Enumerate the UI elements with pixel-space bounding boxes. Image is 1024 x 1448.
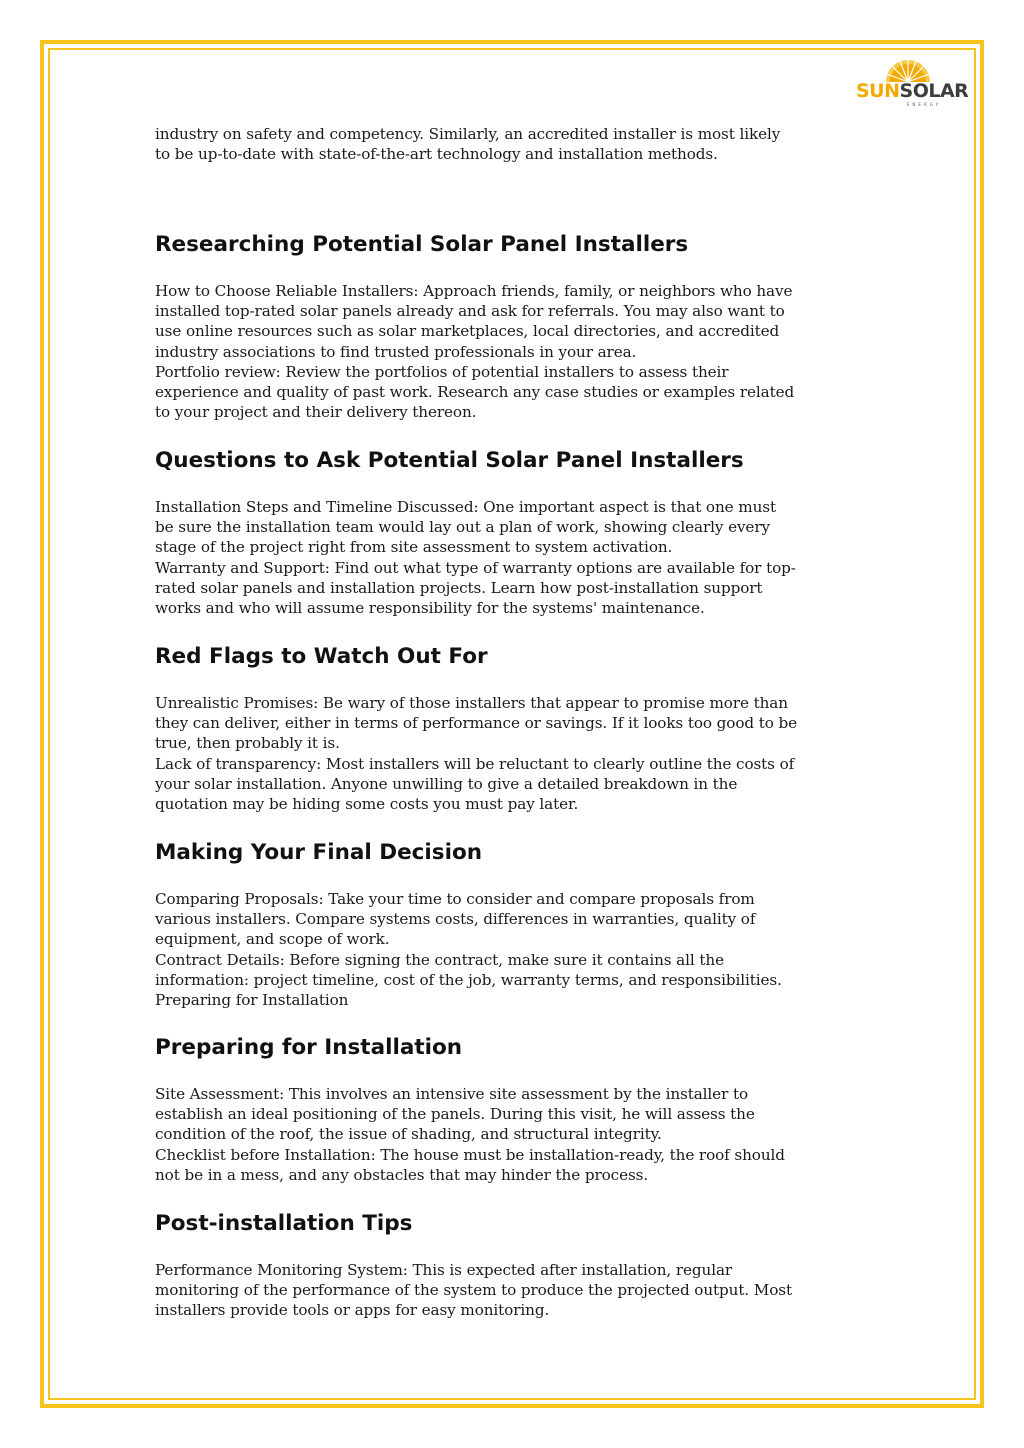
text-line: Checklist before Installation: The house must be installation-ready, the roof should xyxy=(155,1145,785,1164)
text-line: Warranty and Support: Find out what type of warranty options are available for top- xyxy=(155,558,796,577)
text-line: establish an ideal positioning of the panels. During this visit, he will assess the xyxy=(155,1105,755,1124)
text-line: they can deliver, either in terms of performance or savings. If it looks too good to be xyxy=(155,714,798,733)
text-line: experience and quality of past work. Research any case studies or examples related xyxy=(155,383,795,402)
text-line: various installers. Compare systems costs, differences in warranties, quality of xyxy=(155,910,756,929)
text-line: industry on safety and competency. Similarly, an accredited installer is most likely xyxy=(155,125,781,143)
text-line: works and who will assume responsibility for the systems' maintenance. xyxy=(155,599,705,618)
text-line: installed top-rated solar panels already and ask for referrals. You may also want to xyxy=(155,302,785,321)
section-heading: Post-installation Tips xyxy=(155,1211,413,1236)
text-line: installers provide tools or apps for easy monitoring. xyxy=(155,1301,550,1320)
text-line: be sure the installation team would lay out a plan of work, showing clearly every xyxy=(155,518,770,537)
section-paragraph xyxy=(155,497,870,618)
text-line: How to Choose Reliable Installers: Approach friends, family, or neighbors who have xyxy=(155,282,793,300)
text-line: not be in a mess, and any obstacles that may hinder the process. xyxy=(155,1165,649,1184)
text-line: Unrealistic Promises: Be wary of those installers that appear to promise more than xyxy=(155,694,788,712)
text-line: your solar installation. Anyone unwilling to give a detailed breakdown in the xyxy=(155,774,738,793)
section-heading: Questions to Ask Potential Solar Panel Installers xyxy=(155,448,744,473)
text-line: information: project timeline, cost of the job, warranty terms, and responsibilities. xyxy=(155,970,782,989)
text-line: Performance Monitoring System: This is expected after installation, regular xyxy=(155,1261,733,1279)
text-line: Lack of transparency: Most installers will be reluctant to clearly outline the costs of xyxy=(155,754,795,773)
section-heading: Red Flags to Watch Out For xyxy=(155,644,488,669)
sunsolar-logo xyxy=(856,52,969,112)
logo-subtitle: ENERGY xyxy=(906,102,942,107)
text-line: monitoring of the performance of the system to produce the projected output. Most xyxy=(155,1281,792,1300)
text-line: stage of the project right from site assessment to system activation. xyxy=(155,538,673,557)
section-paragraph xyxy=(155,889,870,1010)
text-line: Installation Steps and Timeline Discussed: One important aspect is that one must xyxy=(155,498,776,516)
text-line: to be up-to-date with state-of-the-art technology and installation methods. xyxy=(155,145,718,164)
section-paragraph xyxy=(155,693,870,814)
text-line: rated solar panels and installation projects. Learn how post-installation support xyxy=(155,578,763,597)
logo-wordmark: SUNSOLAR xyxy=(856,80,969,102)
text-line: to your project and their delivery thereon. xyxy=(155,403,477,422)
text-line: condition of the roof, the issue of shading, and structural integrity. xyxy=(155,1125,662,1144)
text-line: Preparing for Installation xyxy=(155,991,349,1010)
text-line: Portfolio review: Review the portfolios of potential installers to assess their xyxy=(155,362,729,381)
section-red-flags xyxy=(155,644,870,814)
section-researching xyxy=(155,232,870,422)
text-line: true, then probably it is. xyxy=(155,734,340,753)
text-line: quotation may be hiding some costs you must pay later. xyxy=(155,795,579,814)
intro-paragraph xyxy=(155,124,870,164)
section-heading: Researching Potential Solar Panel Installers xyxy=(155,232,689,257)
section-questions xyxy=(155,448,870,618)
text-line: industry associations to find trusted professionals in your area. xyxy=(155,342,637,361)
text-line: Comparing Proposals: Take your time to consider and compare proposals from xyxy=(155,890,755,908)
section-heading: Making Your Final Decision xyxy=(155,840,483,865)
section-final-decision xyxy=(155,840,870,1010)
section-preparing xyxy=(155,1035,870,1185)
text-line: use online resources such as solar marketplaces, local directories, and accredited xyxy=(155,322,780,341)
text-line: Contract Details: Before signing the contract, make sure it contains all the xyxy=(155,950,724,969)
text-line: equipment, and scope of work. xyxy=(155,930,390,949)
section-paragraph xyxy=(155,1084,870,1185)
text-line: Site Assessment: This involves an intensive site assessment by the installer to xyxy=(155,1085,749,1103)
section-heading: Preparing for Installation xyxy=(155,1035,463,1060)
section-paragraph xyxy=(155,1260,870,1321)
section-post-installation xyxy=(155,1211,870,1321)
section-paragraph xyxy=(155,281,870,422)
